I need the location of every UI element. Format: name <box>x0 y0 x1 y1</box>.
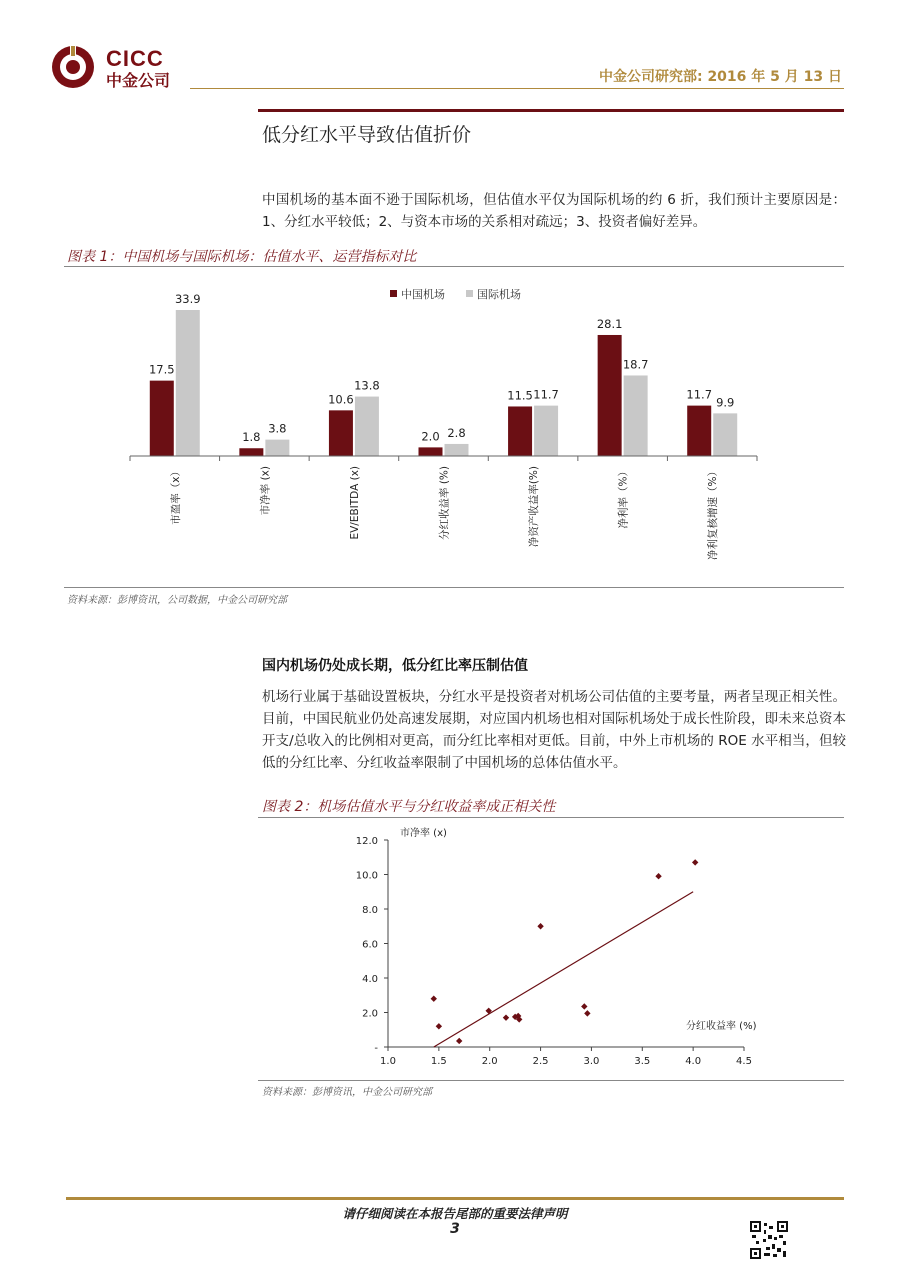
bar-1-7 <box>687 406 711 456</box>
scatter-point-2 <box>436 1023 442 1029</box>
bar-2-7 <box>713 413 737 456</box>
bar-label-1-2: 1.8 <box>242 430 261 445</box>
category-label-4: 分红收益率 (%) <box>438 466 451 541</box>
figure2-title: 图表 2：机场估值水平与分红收益率成正相关性 <box>262 799 556 815</box>
header-divider <box>190 88 844 89</box>
scatter-point-10 <box>581 1003 587 1009</box>
y-tick-label-2: 2.0 <box>362 1008 378 1020</box>
y-axis-title: 市净率 (x) <box>400 828 447 839</box>
legend-label-2: 国际机场 <box>477 288 521 301</box>
legal-disclaimer: 请仔细阅读在本报告尾部的重要法律声明 <box>342 1206 568 1221</box>
bar-label-1-1: 17.5 <box>148 362 175 377</box>
cicc-logo-icon <box>50 44 98 90</box>
category-label-3: EV/EBITDA (x) <box>348 466 361 540</box>
bar-2-3 <box>355 397 379 456</box>
bar-label-2-6: 18.7 <box>622 357 649 372</box>
category-label-2: 市净率 (x) <box>259 466 272 516</box>
x-tick-label-1: 1.0 <box>380 1056 396 1067</box>
x-tick-label-2: 1.5 <box>430 1056 447 1067</box>
category-label-5: 净资产收益率(%) <box>528 466 541 548</box>
figure1-bottom-rule <box>64 587 844 588</box>
legend-swatch-1 <box>390 290 397 297</box>
bar-label-2-1: 33.9 <box>174 292 201 306</box>
bar-label-2-3: 13.8 <box>354 378 380 393</box>
section-title: 低分红水平导致估值折价 <box>262 124 472 146</box>
bar-label-1-6: 28.1 <box>596 316 623 331</box>
intro-paragraph: 中国机场的基本面不逊于国际机场，但估值水平仅为国际机场的约 6 折，我们预计主要原因是：1、分红水平较低；2、与资本市场的关系相对疏远；3、投资者偏好差异。 <box>262 192 846 230</box>
bar-label-1-5: 11.5 <box>507 388 533 403</box>
y-tick-label-4: 6.0 <box>362 939 378 951</box>
figure1-title: 图表 1：中国机场与国际机场：估值水平、运营指标对比 <box>67 249 417 265</box>
bar-label-1-4: 2.0 <box>421 429 440 444</box>
scatter-point-9 <box>537 923 543 929</box>
category-label-7: 净利复核增速（%） <box>707 466 720 560</box>
logo-text-cn: 中金公司 <box>106 71 171 90</box>
y-tick-label-1: - <box>374 1043 378 1054</box>
legend-swatch-2 <box>466 290 473 297</box>
x-tick-label-3: 2.0 <box>481 1056 498 1067</box>
bar-label-2-4: 2.8 <box>447 425 466 440</box>
x-tick-label-8: 4.5 <box>736 1056 752 1067</box>
y-tick-label-7: 12.0 <box>355 836 378 847</box>
figure1-source: 资料来源：彭博资讯，公司数据，中金公司研究部 <box>67 595 287 606</box>
bar-2-2 <box>265 440 289 456</box>
bar-1-1 <box>150 381 174 456</box>
y-tick-label-5: 8.0 <box>362 905 378 916</box>
page-number: 3 <box>450 1221 460 1237</box>
y-tick-label-3: 4.0 <box>362 974 378 985</box>
figure2-bottom-rule <box>258 1080 844 1081</box>
bar-label-2-2: 3.8 <box>268 421 287 436</box>
scatter-point-3 <box>456 1038 462 1044</box>
x-tick-label-4: 2.5 <box>532 1056 549 1067</box>
bar-label-2-5: 11.7 <box>533 387 559 402</box>
bar-1-4 <box>419 447 443 456</box>
bar-label-2-7: 9.9 <box>716 395 735 410</box>
figure2-source: 资料来源：彭博资讯，中金公司研究部 <box>262 1087 432 1098</box>
cicc-logo <box>50 44 180 90</box>
bar-1-5 <box>508 406 532 456</box>
bar-2-6 <box>624 375 648 456</box>
x-tick-label-6: 3.5 <box>634 1056 651 1067</box>
subsection-heading: 国内机场仍处成长期，低分红比率压制估值 <box>262 658 528 674</box>
figure1-top-rule <box>64 266 844 267</box>
bar-chart-ticks <box>130 456 757 560</box>
bar-label-1-7: 11.7 <box>686 387 713 402</box>
bar-1-2 <box>239 448 263 456</box>
bar-2-5 <box>534 406 558 456</box>
scatter-point-12 <box>655 873 661 879</box>
bar-chart-marks <box>149 292 737 456</box>
scatter-point-13 <box>692 859 698 865</box>
body-paragraph: 机场行业属于基础设置板块，分红水平是投资者对机场公司估值的主要考量，两者呈现正相关性。目前，中国民航业仍处高速发展期，对应国内机场也相对国际机场处于成长性阶段，即未来总资本开支/总收入的比例相对更高，而分红比率相对更低。目前，中外上市机场的 ROE 水平相当，但较低的分红比率、分红收益率限制了中国机场的总体估值水平。 <box>262 689 846 771</box>
bar-1-3 <box>329 410 353 456</box>
x-tick-label-5: 3.0 <box>583 1056 600 1067</box>
scatter-point-11 <box>584 1010 590 1016</box>
scatter-marks <box>431 859 699 1047</box>
bar-label-1-3: 10.6 <box>328 392 354 407</box>
bar-1-6 <box>598 335 622 456</box>
y-tick-label-6: 10.0 <box>355 870 378 882</box>
trend-line <box>434 892 693 1047</box>
category-label-6: 净利率（%） <box>617 466 630 529</box>
bar-2-1 <box>176 310 200 456</box>
bar-chart <box>0 270 910 600</box>
bar-2-4 <box>445 444 469 456</box>
scatter-point-5 <box>503 1014 509 1020</box>
bar-chart-legend <box>390 287 521 301</box>
title-divider <box>258 109 844 112</box>
footer-divider <box>66 1197 844 1200</box>
x-axis-title: 分红收益率 (%) <box>686 1021 757 1032</box>
figure2-top-rule <box>258 817 844 818</box>
report-date: 中金公司研究部: 2016 年 5 月 13 日 <box>598 69 842 85</box>
qr-code-icon <box>750 1221 788 1259</box>
logo-text-en: CICC <box>106 46 164 71</box>
x-tick-label-7: 4.0 <box>685 1056 702 1067</box>
category-label-1: 市盈率（x） <box>169 466 182 525</box>
legend-label-1: 中国机场 <box>401 288 445 301</box>
scatter-chart <box>0 820 910 1080</box>
scatter-point-1 <box>431 996 437 1002</box>
